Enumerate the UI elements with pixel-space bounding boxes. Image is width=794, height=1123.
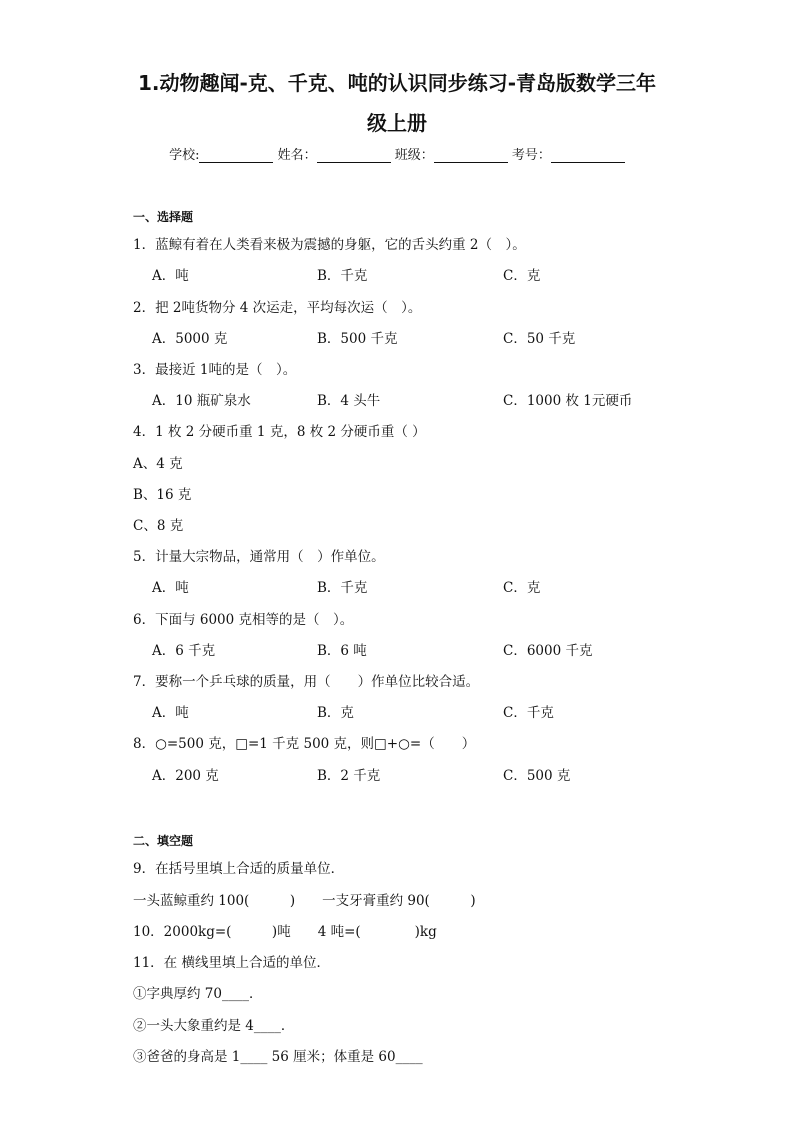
question-9-blanks: 一头蓝鲸重约 100( ) 一支牙膏重约 90( ) — [133, 893, 476, 909]
question-11-item-a: ①字典厚约 70____． — [133, 986, 263, 1002]
question-1-option-b: B．千克 — [317, 268, 368, 284]
question-5-option-c: C．克 — [503, 580, 541, 596]
worksheet-title-line2: 级上册 — [367, 111, 427, 135]
question-5-option-a: A．吨 — [152, 580, 189, 596]
class-label: 班级： — [394, 148, 434, 163]
question-7-option-a: A．吨 — [152, 705, 189, 721]
question-2-option-a: A．5000 克 — [152, 331, 228, 347]
student-info-row — [0, 144, 794, 163]
number-label: 考号： — [511, 148, 551, 163]
question-11-item-b: ②一头大象重约是 4____． — [133, 1018, 295, 1034]
question-11-stem: 11．在 横线里填上合适的单位． — [133, 955, 330, 971]
question-1-option-c: C．克 — [503, 268, 541, 284]
question-3-option-a: A．10 瓶矿泉水 — [152, 393, 251, 409]
question-4-option-a: A、4 克 — [133, 456, 183, 472]
question-4-option-b: B、16 克 — [133, 487, 192, 503]
question-4-stem: 4．1 枚 2 分硬币重 1 克，8 枚 2 分硬币重（ ） — [133, 424, 426, 440]
question-3-stem: 3．最接近 1吨的是（ ）。 — [133, 362, 297, 378]
question-6-stem: 6．下面与 6000 克相等的是（ ）。 — [133, 612, 354, 628]
question-8-stem: 8．○=500 克，□=1 千克 500 克，则□+○=（ ） — [133, 736, 476, 752]
question-2-stem: 2．把 2吨货物分 4 次运走，平均每次运（ ）。 — [133, 300, 422, 316]
question-9-stem: 9．在括号里填上合适的质量单位． — [133, 861, 345, 877]
question-1-stem: 1．蓝鲸有着在人类看来极为震撼的身躯，它的舌头约重 2（ ）。 — [133, 237, 526, 253]
name-label: 姓名： — [277, 148, 317, 163]
question-10-line: 10．2000kg=( )吨 4 吨=( )kg — [133, 924, 437, 940]
school-blank[interactable] — [199, 148, 273, 163]
question-3-option-b: B．4 头牛 — [317, 393, 381, 409]
question-7-option-b: B．克 — [317, 705, 354, 721]
question-5-stem: 5．计量大宗物品，通常用（ ）作单位。 — [133, 549, 385, 565]
question-2-option-b: B．500 千克 — [317, 331, 398, 347]
worksheet-title-line1: 1.动物趣闻-克、千克、吨的认识同步练习-青岛版数学三年 — [137, 71, 657, 95]
question-6-option-a: A．6 千克 — [152, 643, 216, 659]
number-blank[interactable] — [551, 148, 625, 163]
question-8-option-a: A．200 克 — [152, 768, 219, 784]
question-2-option-c: C．50 千克 — [503, 331, 576, 347]
name-blank[interactable] — [317, 148, 391, 163]
question-7-stem: 7．要称一个乒乓球的质量，用（ ）作单位比较合适。 — [133, 674, 480, 690]
question-1-option-a: A．吨 — [152, 268, 189, 284]
question-6-option-b: B．6 吨 — [317, 643, 367, 659]
question-5-option-b: B．千克 — [317, 580, 368, 596]
question-8-option-c: C．500 克 — [503, 768, 571, 784]
question-11-item-c: ③爸爸的身高是 1____ 56 厘米；体重是 60____ — [133, 1049, 423, 1065]
class-blank[interactable] — [434, 148, 508, 163]
section-heading-choice: 一、选择题 — [133, 210, 194, 224]
question-8-option-b: B．2 千克 — [317, 768, 381, 784]
question-4-option-c: C、8 克 — [133, 518, 184, 534]
school-label: 学校: — [169, 148, 200, 163]
question-7-option-c: C．千克 — [503, 705, 554, 721]
question-6-option-c: C．6000 千克 — [503, 643, 593, 659]
section-heading-fill-in: 二、填空题 — [133, 834, 194, 848]
question-3-option-c: C．1000 枚 1元硬币 — [503, 393, 633, 409]
